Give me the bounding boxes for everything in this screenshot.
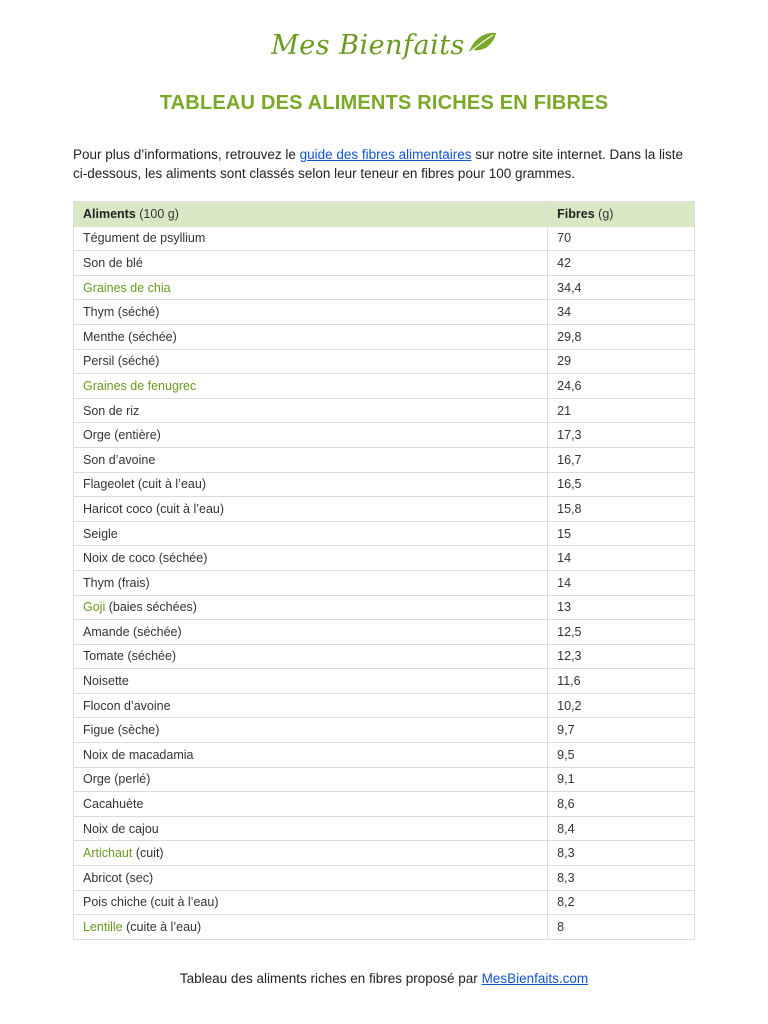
site-link[interactable]: MesBienfaits.com (481, 971, 589, 986)
fibre-value-cell: 12,3 (548, 644, 695, 669)
fibre-value-cell: 8,3 (548, 866, 695, 891)
fibre-value-cell: 14 (548, 570, 695, 595)
table-row (74, 324, 695, 349)
fibre-value-cell: 21 (548, 398, 695, 423)
table-row (74, 447, 695, 472)
food-name: Flocon d’avoine (83, 698, 171, 713)
food-link[interactable]: Artichaut (83, 846, 133, 861)
food-name: Tégument de psyllium (83, 231, 206, 246)
food-name-cell (74, 546, 548, 571)
food-name: Son de blé (83, 255, 143, 270)
fibre-value-cell: 16,7 (548, 447, 695, 472)
food-name-cell (74, 595, 548, 620)
table-row (74, 915, 695, 940)
food-name: Persil (séché) (83, 354, 160, 369)
fibre-value-cell: 9,1 (548, 767, 695, 792)
fibre-value-cell: 17,3 (548, 423, 695, 448)
food-name: Abricot (sec) (83, 870, 154, 885)
food-name: Noix de macadamia (83, 747, 194, 762)
food-name-cell (74, 275, 548, 300)
food-name: Orge (perlé) (83, 772, 151, 787)
fibre-value-cell: 29,8 (548, 324, 695, 349)
food-name: Figue (sèche) (83, 723, 160, 738)
food-name: Thym (séché) (83, 305, 160, 320)
food-name: Haricot coco (cuit à l’eau) (83, 501, 225, 516)
food-name-cell (74, 349, 548, 374)
food-name-cell (74, 423, 548, 448)
food-name-cell (74, 767, 548, 792)
fibre-value-cell: 15 (548, 521, 695, 546)
food-name-cell (74, 521, 548, 546)
table-row (74, 251, 695, 276)
table-row (74, 497, 695, 522)
food-name: Menthe (séchée) (83, 329, 177, 344)
food-name: (cuit) (132, 846, 164, 861)
food-name-cell (74, 693, 548, 718)
table-row (74, 226, 695, 251)
intro-text-before: Pour plus d’informations, retrouvez le (73, 147, 300, 162)
table-row (74, 349, 695, 374)
page-title: TABLEAU DES ALIMENTS RICHES EN FIBRES (159, 92, 609, 114)
food-name-cell (74, 644, 548, 669)
table-row (74, 275, 695, 300)
food-name-cell (74, 915, 548, 940)
table-row (74, 374, 695, 399)
table-row (74, 890, 695, 915)
fibre-value-cell: 15,8 (548, 497, 695, 522)
food-name-cell (74, 792, 548, 817)
fibre-value-cell: 34,4 (548, 275, 695, 300)
table-row (74, 423, 695, 448)
food-name: Flageolet (cuit à l’eau) (83, 477, 206, 492)
food-name: Cacahuète (83, 797, 144, 812)
table-row (74, 718, 695, 743)
leaf-icon (467, 30, 497, 56)
food-name-cell (74, 324, 548, 349)
food-name: Son de riz (83, 403, 140, 418)
table-row (74, 570, 695, 595)
table-row (74, 521, 695, 546)
food-link[interactable]: Goji (83, 600, 106, 615)
table-row (74, 816, 695, 841)
fibre-value-cell: 9,5 (548, 743, 695, 768)
food-name: Tomate (séchée) (83, 649, 177, 664)
fibre-value-cell: 10,2 (548, 693, 695, 718)
food-name-cell (74, 251, 548, 276)
header-fibres: Fibres (g) (548, 202, 695, 227)
site-logo (0, 30, 768, 78)
food-name-cell (74, 816, 548, 841)
food-name-cell (74, 226, 548, 251)
food-name-cell (74, 497, 548, 522)
food-name: Noix de cajou (83, 821, 159, 836)
food-name-cell (74, 841, 548, 866)
fibre-value-cell: 14 (548, 546, 695, 571)
fibre-value-cell: 11,6 (548, 669, 695, 694)
food-name-cell (74, 743, 548, 768)
food-name: Noix de coco (séchée) (83, 551, 208, 566)
table-row (74, 693, 695, 718)
fibre-value-cell: 12,5 (548, 620, 695, 645)
food-name-cell (74, 472, 548, 497)
fibre-value-cell: 8 (548, 915, 695, 940)
table-row (74, 767, 695, 792)
header-aliments: Aliments (100 g) (74, 202, 548, 227)
fibre-value-cell: 8,3 (548, 841, 695, 866)
fibre-value-cell: 70 (548, 226, 695, 251)
table-row (74, 841, 695, 866)
food-name-cell (74, 669, 548, 694)
footer-text: Tableau des aliments riches en fibres proposé par (179, 971, 482, 986)
food-name: Noisette (83, 674, 129, 689)
fibre-value-cell: 13 (548, 595, 695, 620)
table-row (74, 644, 695, 669)
food-name: Orge (entière) (83, 428, 161, 443)
food-name: (cuite à l’eau) (122, 920, 202, 935)
food-name-cell (74, 398, 548, 423)
fibre-value-cell: 24,6 (548, 374, 695, 399)
fibre-value-cell: 29 (548, 349, 695, 374)
food-name-cell (74, 890, 548, 915)
food-name-cell (74, 374, 548, 399)
food-name: Seigle (83, 526, 118, 541)
fibre-value-cell: 8,6 (548, 792, 695, 817)
food-name-cell (74, 300, 548, 325)
table-row (74, 792, 695, 817)
fibres-guide-link[interactable]: guide des fibres alimentaires (299, 147, 472, 162)
food-name-cell (74, 718, 548, 743)
food-name-cell (74, 447, 548, 472)
table-row (74, 866, 695, 891)
table-row (74, 398, 695, 423)
intro-text-after: sur notre site internet. Dans la liste ci-dessous, les aliments sont classés selon leur teneur en fibres pour 100 grammes. (73, 147, 684, 181)
food-name-cell (74, 570, 548, 595)
food-name-cell (74, 866, 548, 891)
footer (0, 971, 768, 986)
fibre-value-cell: 8,2 (548, 890, 695, 915)
fibre-value-cell: 42 (548, 251, 695, 276)
table-row (74, 669, 695, 694)
fibre-value-cell: 16,5 (548, 472, 695, 497)
table-row (74, 546, 695, 571)
fibre-value-cell: 8,4 (548, 816, 695, 841)
table-row (74, 472, 695, 497)
food-name: (baies séchées) (105, 600, 197, 615)
food-link[interactable]: Graines de fenugrec (83, 378, 197, 393)
intro-paragraph (73, 146, 698, 183)
table-row (74, 743, 695, 768)
fibre-value-cell: 34 (548, 300, 695, 325)
food-name: Thym (frais) (83, 575, 150, 590)
food-name: Son d’avoine (83, 452, 156, 467)
logo-text: Mes Bienfaits (271, 30, 465, 61)
food-name: Pois chiche (cuit à l’eau) (83, 895, 219, 910)
food-name: Amande (séchée) (83, 624, 182, 639)
table-row (74, 620, 695, 645)
fibres-table (73, 201, 695, 940)
table-row (74, 300, 695, 325)
table-header-row (74, 202, 695, 227)
fibre-value-cell: 9,7 (548, 718, 695, 743)
food-name-cell (74, 620, 548, 645)
food-link[interactable]: Lentille (83, 920, 123, 935)
table-row (74, 595, 695, 620)
food-link[interactable]: Graines de chia (83, 280, 171, 295)
